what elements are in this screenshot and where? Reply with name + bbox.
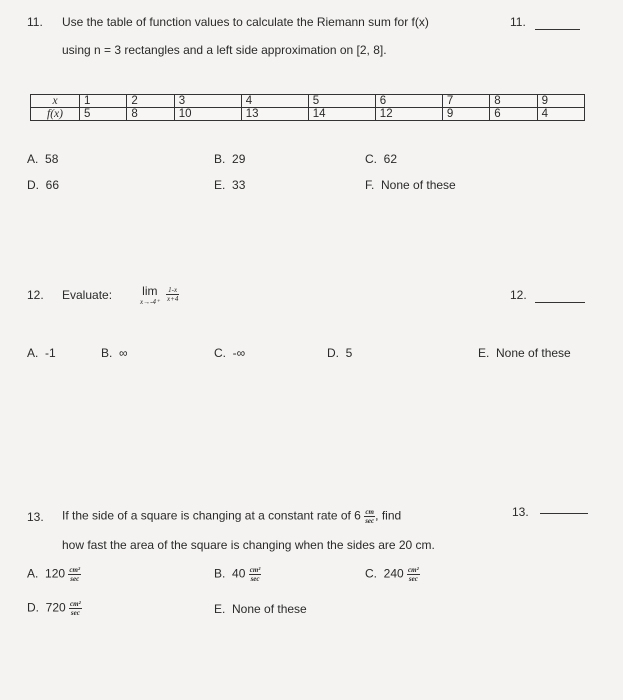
q12-answer-label: 12. xyxy=(510,288,527,302)
table-cell: 9 xyxy=(537,95,584,108)
table-header-x: x xyxy=(31,95,80,108)
q12-prompt: Evaluate: xyxy=(62,288,113,302)
q13-choice-d[interactable]: D. 720 $\frac{\text{cm²}}{\sec}$ xyxy=(27,600,81,617)
q12-choice-a[interactable]: A. -1 xyxy=(27,346,56,360)
q11-answer-label: 11. xyxy=(510,15,526,29)
q12-choice-e[interactable]: E. None of these xyxy=(478,346,571,360)
q12-lim-subscript: x→-4⁺ xyxy=(140,298,160,306)
table-header-f: f(x) xyxy=(31,108,80,121)
q13-unit-fraction: $\frac{\text{cm²}}{\sec}$ xyxy=(249,566,261,583)
table-cell: 8 xyxy=(127,108,174,121)
table-cell: 2 xyxy=(127,95,174,108)
q11-answer-blank[interactable] xyxy=(535,29,580,30)
q13-unit-fraction: $\frac{\text{cm²}}{\sec}$ xyxy=(69,566,81,583)
table-cell: 3 xyxy=(174,95,241,108)
q12-fraction-denominator: x+4 xyxy=(166,295,179,303)
q13-rate-denominator: sec xyxy=(365,517,375,525)
table-cell: 9 xyxy=(442,108,489,121)
q11-choice-c[interactable]: C. 62 xyxy=(365,152,398,166)
q13-prompt-line1-end: , find xyxy=(375,508,402,523)
table-cell: 6 xyxy=(490,108,537,121)
table-cell: 12 xyxy=(375,108,442,121)
table-cell: 10 xyxy=(174,108,241,121)
q13-unit-fraction: $\frac{\text{cm²}}{\sec}$ xyxy=(70,600,81,617)
q11-choice-d[interactable]: D. 66 xyxy=(27,178,60,192)
table-cell: 5 xyxy=(308,95,375,108)
table-cell: 8 xyxy=(490,95,537,108)
table-cell: 7 xyxy=(442,95,489,108)
q12-fraction xyxy=(166,286,179,303)
q12-choice-b[interactable]: B. ∞ xyxy=(101,346,128,360)
q11-choice-f[interactable]: F. None of these xyxy=(365,178,456,192)
q12-answer-blank[interactable] xyxy=(535,302,585,303)
q13-rate-fraction xyxy=(364,508,375,525)
table-cell: 4 xyxy=(241,95,308,108)
q13-answer-label: 13. xyxy=(512,505,529,519)
q12-lim-word: lim xyxy=(142,284,158,298)
function-values-table xyxy=(30,94,585,121)
q13-choice-b[interactable]: B. 40 $\frac{\text{cm²}}{\sec}$ xyxy=(214,566,261,583)
q13-answer-blank[interactable] xyxy=(540,513,588,514)
q11-prompt-line2: using n = 3 rectangles and a left side approximation on [2, 8]. xyxy=(62,43,387,57)
table-cell: 14 xyxy=(308,108,375,121)
q13-prompt-line2: how fast the area of the square is changing when the sides are 20 cm. xyxy=(62,538,435,552)
q12-fraction-numerator: 1-x xyxy=(166,286,179,295)
table-row-f xyxy=(31,108,585,121)
table-cell: 13 xyxy=(241,108,308,121)
table-cell: 5 xyxy=(80,108,127,121)
q13-choice-e[interactable]: E. None of these xyxy=(214,602,307,616)
q12-choice-d[interactable]: D. 5 xyxy=(327,346,353,360)
q13-prompt-line1-text: If the side of a square is changing at a constant rate of 6 xyxy=(62,508,361,523)
q13-prompt-line1 xyxy=(62,508,401,525)
q13-rate-numerator: cm xyxy=(365,508,374,516)
q12-number: 12. xyxy=(27,288,44,302)
q12-limit-expression xyxy=(140,284,179,306)
table-row-x xyxy=(31,95,585,108)
q11-number: 11. xyxy=(27,15,43,29)
table-cell: 4 xyxy=(537,108,584,121)
q13-choice-a[interactable]: A. 120 $\frac{\text{cm²}}{\sec}$ xyxy=(27,566,81,583)
q11-prompt-line1: Use the table of function values to calculate the Riemann sum for f(x) xyxy=(62,15,429,29)
q12-choice-c[interactable]: C. -∞ xyxy=(214,346,246,360)
q11-choice-e[interactable]: E. 33 xyxy=(214,178,246,192)
table-cell: 1 xyxy=(80,95,127,108)
q13-number: 13. xyxy=(27,510,44,524)
q11-choice-a[interactable]: A. 58 xyxy=(27,152,59,166)
q13-choice-c[interactable]: C. 240 $\frac{\text{cm²}}{\sec}$ xyxy=(365,566,419,583)
table-cell: 6 xyxy=(375,95,442,108)
q11-choice-b[interactable]: B. 29 xyxy=(214,152,246,166)
q13-unit-fraction: $\frac{\text{cm²}}{\sec}$ xyxy=(408,566,419,583)
